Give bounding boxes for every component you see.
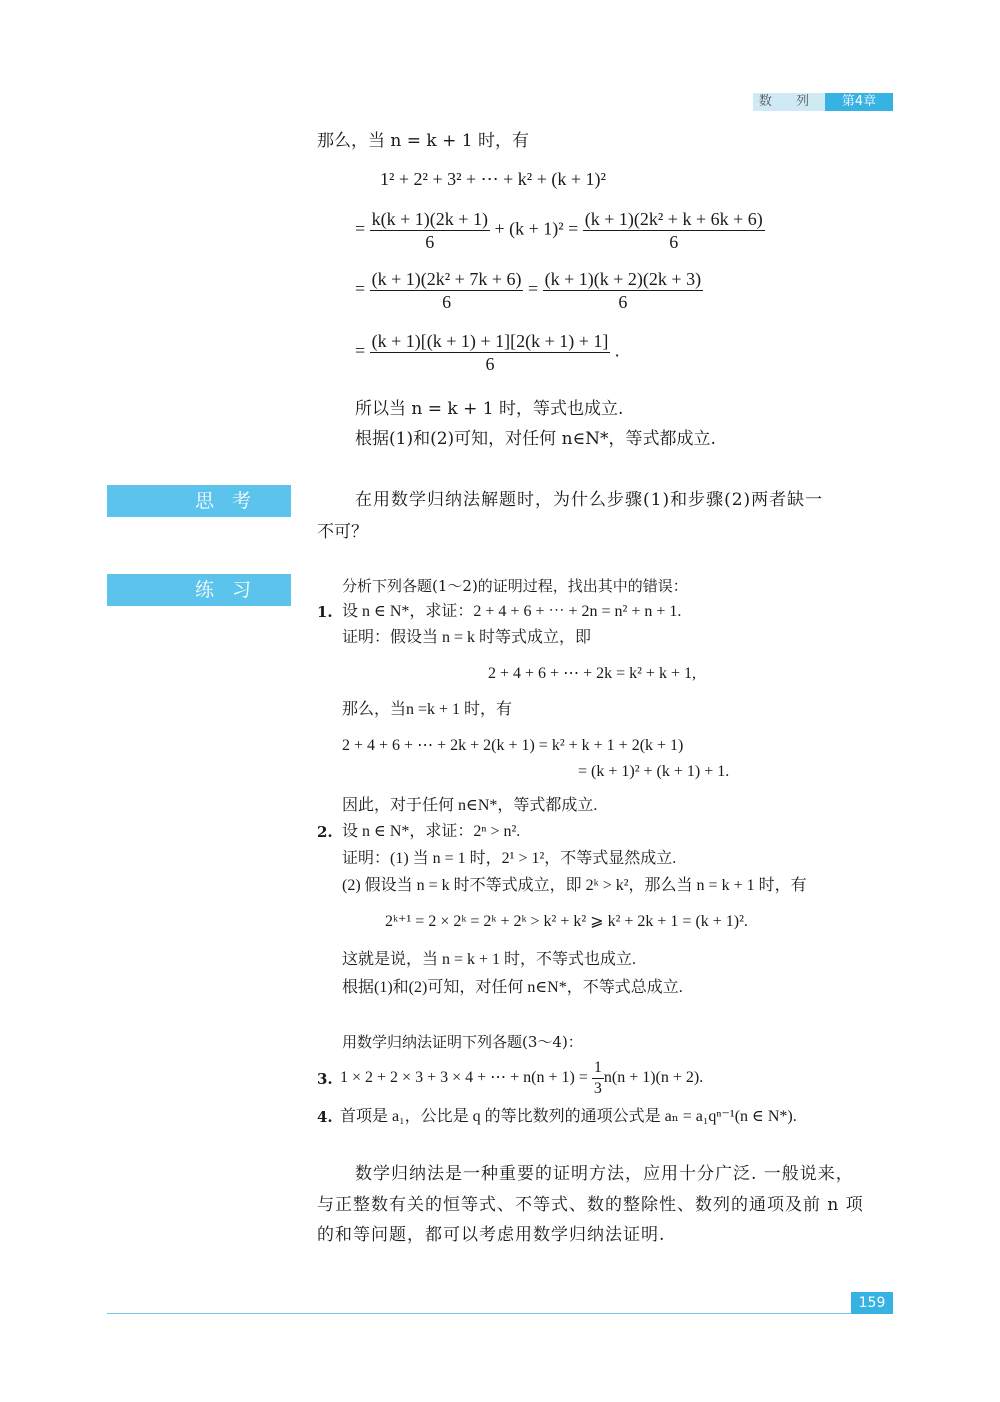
problem-1-then: 那么，当n =k + 1 时，有 [342,701,513,718]
closing-line-1: 数学归纳法是一种重要的证明方法，应用十分广泛. 一般说来， [355,1164,854,1184]
eq3-tail: . [614,340,620,361]
problem-1-conclusion: 因此，对于任何 n∈N*，等式都成立. [342,797,598,814]
exercise-intro-2: 用数学归纳法证明下列各题(3～4)： [342,1033,583,1051]
problem-3-formula [340,1058,703,1099]
problem-2-proof-1: 证明：(1) 当 n = 1 时，2¹ > 1²，不等式显然成立. [342,850,677,867]
eq3-frac-den: 6 [485,354,495,374]
problem-2-conclusion-2: 根据(1)和(2)可知，对任何 n∈N*，不等式总成立. [342,979,683,996]
problem-2-conclusion-1: 这就是说，当 n = k + 1 时，不等式也成立. [342,951,637,968]
problem-3-fraction [592,1058,604,1099]
proof-conclusion-1: 所以当 n = k + 1 时，等式也成立. [355,399,624,419]
eq1-frac2-den: 6 [669,232,679,252]
problem-3-number: 3. [317,1070,333,1088]
think-line-1: 在用数学归纳法解题时，为什么步骤(1)和步骤(2)两者缺一 [355,490,824,510]
proof-line-2: 1² + 2² + 3² + ⋯ + k² + (k + 1)² [380,169,606,189]
problem-2-text: 设 n ∈ N*，求证：2ⁿ > n². [342,823,521,840]
eq1-fraction-1 [370,208,490,253]
problem-1-proof-intro: 证明：假设当 n = k 时等式成立，即 [342,629,592,646]
eq2-lead: = [355,278,366,299]
eq2-fraction-2 [543,268,703,313]
eq2-frac1-den: 6 [442,292,452,312]
problem-3-frac-num: 1 [592,1058,604,1079]
eq1-lead: = [355,218,366,239]
eq1-fraction-2 [583,208,765,253]
chapter-label: 第4章 [825,93,893,111]
eq2-frac2-den: 6 [618,292,628,312]
eq2-frac1-num: (k + 1)(2k² + 7k + 6) [371,269,522,289]
problem-3-rhs: n(n + 1)(n + 2). [603,1069,704,1087]
footer-divider [107,1313,893,1314]
think-line-2: 不可？ [317,522,368,542]
problem-1-equation-3: = (k + 1)² + (k + 1) + 1. [578,763,730,780]
eq2-frac2-num: (k + 1)(k + 2)(2k + 3) [544,269,702,289]
exercise-intro-1: 分析下列各题(1～2)的证明过程，找出其中的错误： [342,577,688,595]
problem-3-lhs: 1 × 2 + 2 × 3 + 3 × 4 + ⋯ + n(n + 1) = [340,1069,588,1087]
problem-2-number: 2. [317,823,333,841]
eq1-mid: + (k + 1)² = [494,218,579,239]
equation-row-1 [355,208,765,253]
eq1-frac2-num: (k + 1)(2k² + k + 6k + 6) [584,209,763,229]
problem-1-equation-2: 2 + 4 + 6 + ⋯ + 2k + 2(k + 1) = k² + k + 1 + 2(k + 1) [342,737,684,754]
eq3-lead: = [355,340,366,361]
eq3-fraction [370,330,611,375]
closing-line-2: 与正整数有关的恒等式、不等式、数的整除性、数列的通项及前 n 项 [317,1195,864,1215]
eq3-frac-num: (k + 1)[(k + 1) + 1][2(k + 1) + 1] [371,331,609,351]
equation-row-3 [355,330,619,375]
eq1-frac1-num: k(k + 1)(2k + 1) [371,209,488,229]
eq2-fraction-1 [370,268,524,313]
equation-row-2 [355,268,703,313]
eq2-mid: = [527,278,539,299]
think-label: 思考 [107,485,291,517]
problem-4-number: 4. [317,1108,333,1126]
section-title: 数 列 [753,93,825,111]
problem-3-frac-den: 3 [593,1080,602,1097]
problem-2-proof-2: (2) 假设当 n = k 时不等式成立，即 2ᵏ > k²，那么当 n = k + 1 时，有 [342,877,807,894]
problem-2-equation: 2ᵏ⁺¹ = 2 × 2ᵏ = 2ᵏ + 2ᵏ > k² + k² ⩾ k² + 2k + 1 = (k + 1)². [385,913,748,930]
problem-1-number: 1. [317,603,333,621]
proof-line-1: 那么，当 n = k + 1 时，有 [317,131,529,151]
problem-1-equation-1: 2 + 4 + 6 + ⋯ + 2k = k² + k + 1, [488,665,696,682]
proof-conclusion-2: 根据(1)和(2)可知，对任何 n∈N*，等式都成立. [355,429,716,449]
closing-line-3: 的和等问题，都可以考虑用数学归纳法证明. [317,1225,666,1245]
problem-1-text: 设 n ∈ N*，求证：2 + 4 + 6 + ⋯ + 2n = n² + n + 1. [342,603,682,620]
page-number: 159 [851,1292,893,1314]
exercise-label: 练习 [107,574,291,606]
eq1-frac1-den: 6 [425,232,435,252]
problem-4-text: 首项是 a₁，公比是 q 的等比数列的通项公式是 aₙ = a₁qⁿ⁻¹(n ∈ N*). [340,1108,797,1125]
